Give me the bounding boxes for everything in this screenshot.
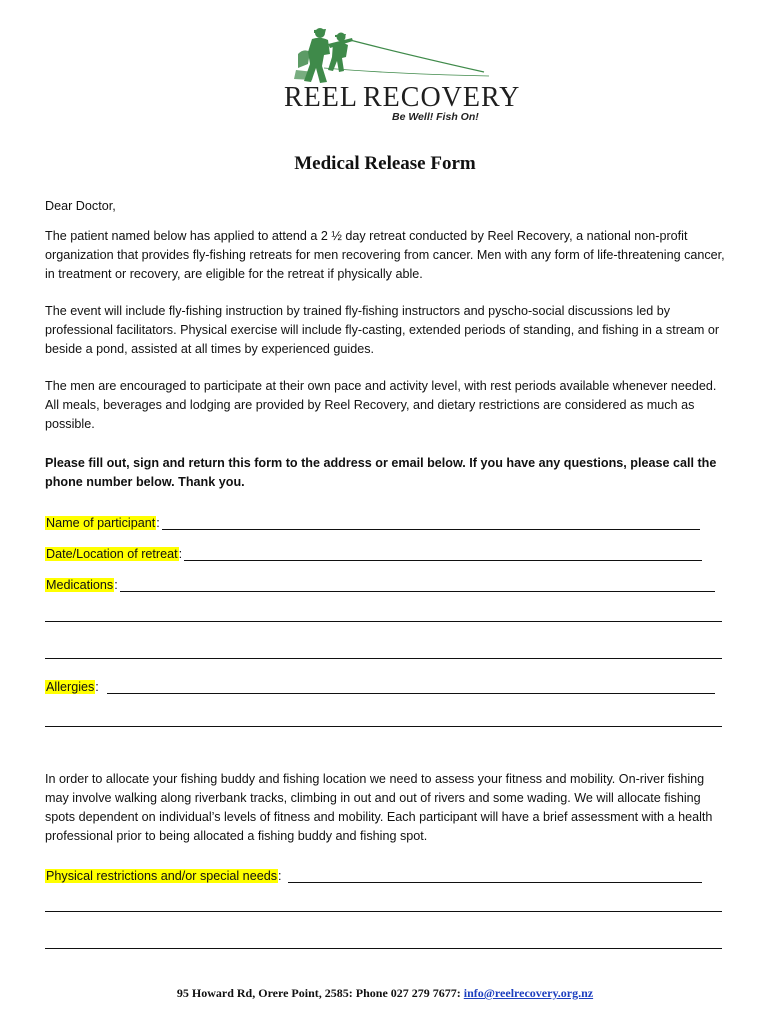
footer-address: 95 Howard Rd, Orere Point, 2585: Phone 027 279 7677: [176,986,464,1000]
restrictions-line-2[interactable] [45,911,722,912]
reel-recovery-logo [284,24,521,128]
logo-name-first: REEL [284,82,358,113]
instructions-paragraph: Please fill out, sign and return this form to the address or email below. If you have any questions, please call the phone number below. Thank you. [45,456,717,489]
restrictions-label: Physical restrictions and/or special needs [46,869,277,883]
medications-line-2[interactable] [45,621,722,622]
allergies-input-line[interactable] [107,679,715,694]
allergies-field[interactable]: Allergies : [45,674,715,694]
retreat-label: Date/Location of retreat [46,547,178,561]
fly-fisherman-logo-icon [284,24,494,86]
logo-name-second: RECOVERY [363,82,521,113]
medications-field[interactable]: Medications : [45,572,715,592]
salutation: Dear Doctor, [45,199,116,213]
event-paragraph: The event will include fly-fishing instruction by trained fly-fishing instructors and pyscho-social discussions led by professional facilitators. Physical exercise will include fly-casting, extended periods of standing, and fishing in a stream or beside a pond, assisted at all times by experienced guides. [45,304,720,356]
form-title: Medical Release Form [294,153,476,174]
intro-paragraph: The patient named below has applied to attend a 2 ½ day retreat conducted by Reel Recovery, a national non-profit organization that provides fly-fishing retreats for men recovering from cancer. Men with any form of life-threatening cancer, in treatment or recovery, are eligible for the retreat if physically able. [45,229,725,281]
participant-label: Name of participant [46,516,156,530]
logo-wordmark [284,82,521,114]
restrictions-field[interactable]: Physical restrictions and/or special needs : [45,863,702,883]
retreat-field[interactable]: Date/Location of retreat : [45,541,702,561]
medications-label: Medications [46,578,114,592]
footer-email-link[interactable]: info@reelrecovery.org.nz [463,986,594,1000]
medications-input-line[interactable] [120,577,715,592]
retreat-input-line[interactable] [184,546,702,561]
participant-field[interactable]: Name of participant : [45,510,700,530]
logo-tagline: Be Well! Fish On! [392,111,479,123]
medications-line-3[interactable] [45,658,722,659]
assessment-paragraph: In order to allocate your fishing buddy and fishing location we need to assess your fitness and mobility. On-river fishing may involve walking along riverbank tracks, climbing in out and out of rivers and some wading. We will allocate fishing spots dependent on individual’s levels of fitness and mobility. Each participant will have a brief assessment with a health professional prior to being allocated a fishing buddy and fishing spot. [45,772,713,843]
participant-input-line[interactable] [162,515,700,530]
footer-contact [0,986,770,1001]
participation-paragraph: The men are encouraged to participate at their own pace and activity level, with rest periods available whenever needed. All meals, beverages and lodging are provided by Reel Recovery, and dietary restrictions are considered as much as possible. [45,379,717,431]
restrictions-line-3[interactable] [45,948,722,949]
allergies-label: Allergies [46,680,95,694]
allergies-line-2[interactable] [45,726,722,727]
restrictions-input-line[interactable] [288,868,702,883]
